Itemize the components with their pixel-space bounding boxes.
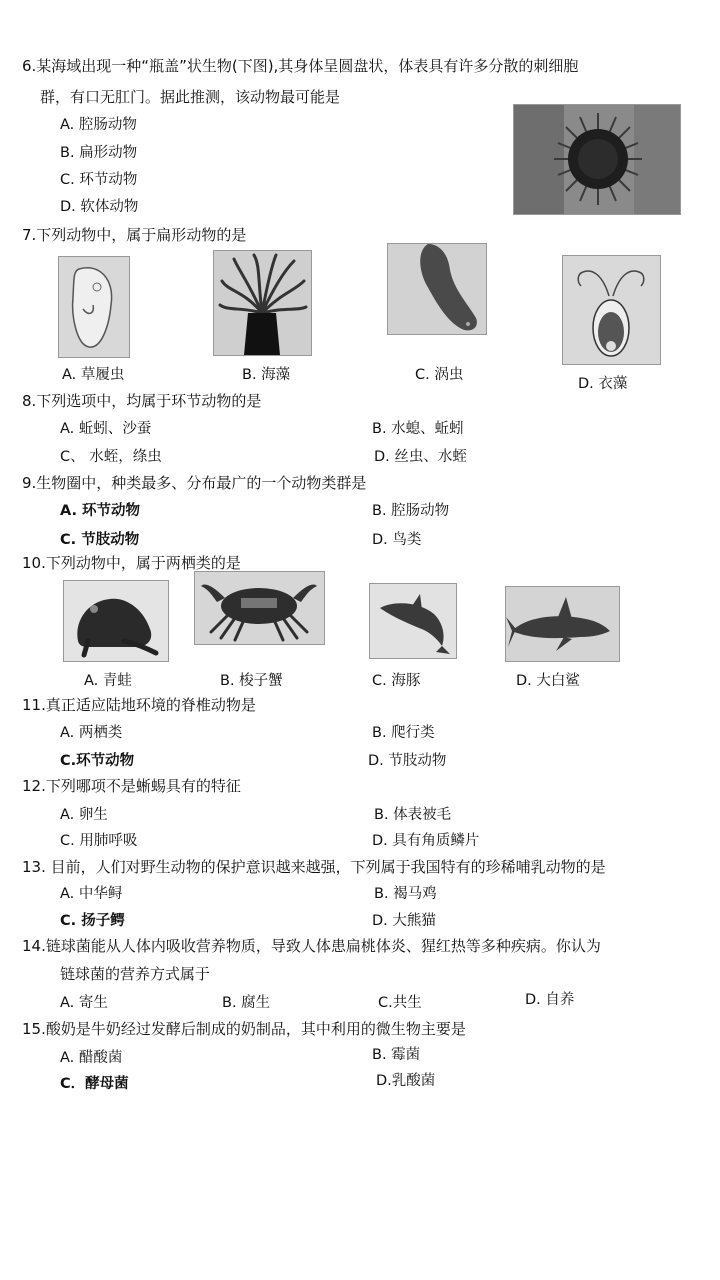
- q13-option-d[interactable]: D. 大熊猫: [372, 913, 436, 929]
- q7-option-c[interactable]: C. 涡虫: [415, 367, 464, 383]
- planarian-photo: [387, 243, 487, 335]
- q10-option-a[interactable]: A. 青蛙: [84, 673, 132, 689]
- q6-stem-line1: 6.某海域出现一种“瓶盖”状生物(下图),其身体呈圆盘状，体表具有许多分散的刺细胞: [22, 57, 579, 75]
- sea-anemone-photo: [213, 250, 312, 356]
- q7-stem: 7.下列动物中，属于扁形动物的是: [22, 226, 247, 244]
- q12-option-a[interactable]: A. 卵生: [60, 807, 108, 823]
- q10-option-b[interactable]: B. 梭子蟹: [220, 673, 283, 689]
- frog-photo: [63, 580, 169, 662]
- great-white-shark-photo: [505, 586, 620, 662]
- q8-option-d[interactable]: D. 丝虫、水蛭: [374, 449, 467, 465]
- q7-option-d[interactable]: D. 衣藻: [578, 376, 628, 392]
- q8-stem: 8.下列选项中，均属于环节动物的是: [22, 392, 262, 410]
- q14-option-c[interactable]: C.共生: [378, 995, 422, 1011]
- q15-option-b[interactable]: B. 霉菌: [372, 1047, 421, 1063]
- q10-stem: 10.下列动物中，属于两栖类的是: [22, 554, 241, 572]
- q12-stem: 12.下列哪项不是蜥蜴具有的特征: [22, 777, 241, 795]
- q14-stem-line1: 14.链球菌能从人体内吸收营养物质，导致人体患扁桃体炎、猩红热等多种疾病。你认为: [22, 937, 601, 955]
- q11-stem: 11.真正适应陆地环境的脊椎动物是: [22, 696, 256, 714]
- q13-stem: 13. 目前，人们对野生动物的保护意识越来越强，下列属于我国特有的珍稀哺乳动物的是: [22, 858, 606, 876]
- q7-option-b[interactable]: B. 海藻: [242, 367, 291, 383]
- q8-option-b[interactable]: B. 水螅、蚯蚓: [372, 421, 464, 437]
- q9-option-a[interactable]: A. 环节动物: [60, 503, 141, 519]
- q8-option-c[interactable]: C、 水蛭，绦虫: [60, 449, 162, 465]
- q15-option-c[interactable]: C．酵母菌: [60, 1076, 129, 1092]
- q6-option-b[interactable]: B. 扁形动物: [60, 145, 138, 161]
- q14-option-a[interactable]: A. 寄生: [60, 995, 108, 1011]
- q9-option-b[interactable]: B. 腔肠动物: [372, 503, 450, 519]
- chlamydomonas-photo: [562, 255, 661, 365]
- q14-stem-line2: 链球菌的营养方式属于: [60, 965, 211, 983]
- q9-option-d[interactable]: D. 鸟类: [372, 532, 422, 548]
- paramecium-photo: [58, 256, 130, 358]
- q6-stem-line2: 群，有口无肛门。据此推测，该动物最可能是: [40, 88, 341, 106]
- q14-option-d[interactable]: D. 自养: [525, 992, 575, 1008]
- q12-option-c[interactable]: C. 用肺呼吸: [60, 833, 138, 849]
- q11-option-d[interactable]: D. 节肢动物: [368, 753, 447, 769]
- q11-option-a[interactable]: A. 两栖类: [60, 725, 123, 741]
- q13-option-c[interactable]: C. 扬子鳄: [60, 913, 125, 929]
- q14-option-b[interactable]: B. 腐生: [222, 995, 271, 1011]
- q12-option-b[interactable]: B. 体表被毛: [374, 807, 452, 823]
- q10-option-c[interactable]: C. 海豚: [372, 673, 421, 689]
- dolphin-photo: [369, 583, 457, 659]
- q15-option-d[interactable]: D.乳酸菌: [376, 1073, 436, 1089]
- q13-option-a[interactable]: A. 中华鲟: [60, 886, 123, 902]
- q11-option-b[interactable]: B. 爬行类: [372, 725, 435, 741]
- q15-stem: 15.酸奶是牛奶经过发酵后制成的奶制品，其中利用的微生物主要是: [22, 1020, 466, 1038]
- q6-option-c[interactable]: C. 环节动物: [60, 172, 138, 188]
- jellyfish-photo: [513, 104, 681, 215]
- q13-option-b[interactable]: B. 褐马鸡: [374, 886, 437, 902]
- q10-option-d[interactable]: D. 大白鲨: [516, 673, 580, 689]
- q9-stem: 9.生物圈中，种类最多、分布最广的一个动物类群是: [22, 474, 367, 492]
- q15-option-a[interactable]: A. 醋酸菌: [60, 1050, 123, 1066]
- q6-option-d[interactable]: D. 软体动物: [60, 199, 139, 215]
- q6-option-a[interactable]: A. 腔肠动物: [60, 117, 137, 133]
- crab-photo: [194, 571, 325, 645]
- q8-option-a[interactable]: A. 蚯蚓、沙蚕: [60, 421, 152, 437]
- q11-option-c[interactable]: C.环节动物: [60, 753, 135, 769]
- q12-option-d[interactable]: D. 具有角质鳞片: [372, 833, 480, 849]
- q7-option-a[interactable]: A. 草履虫: [62, 367, 125, 383]
- q9-option-c[interactable]: C. 节肢动物: [60, 532, 140, 548]
